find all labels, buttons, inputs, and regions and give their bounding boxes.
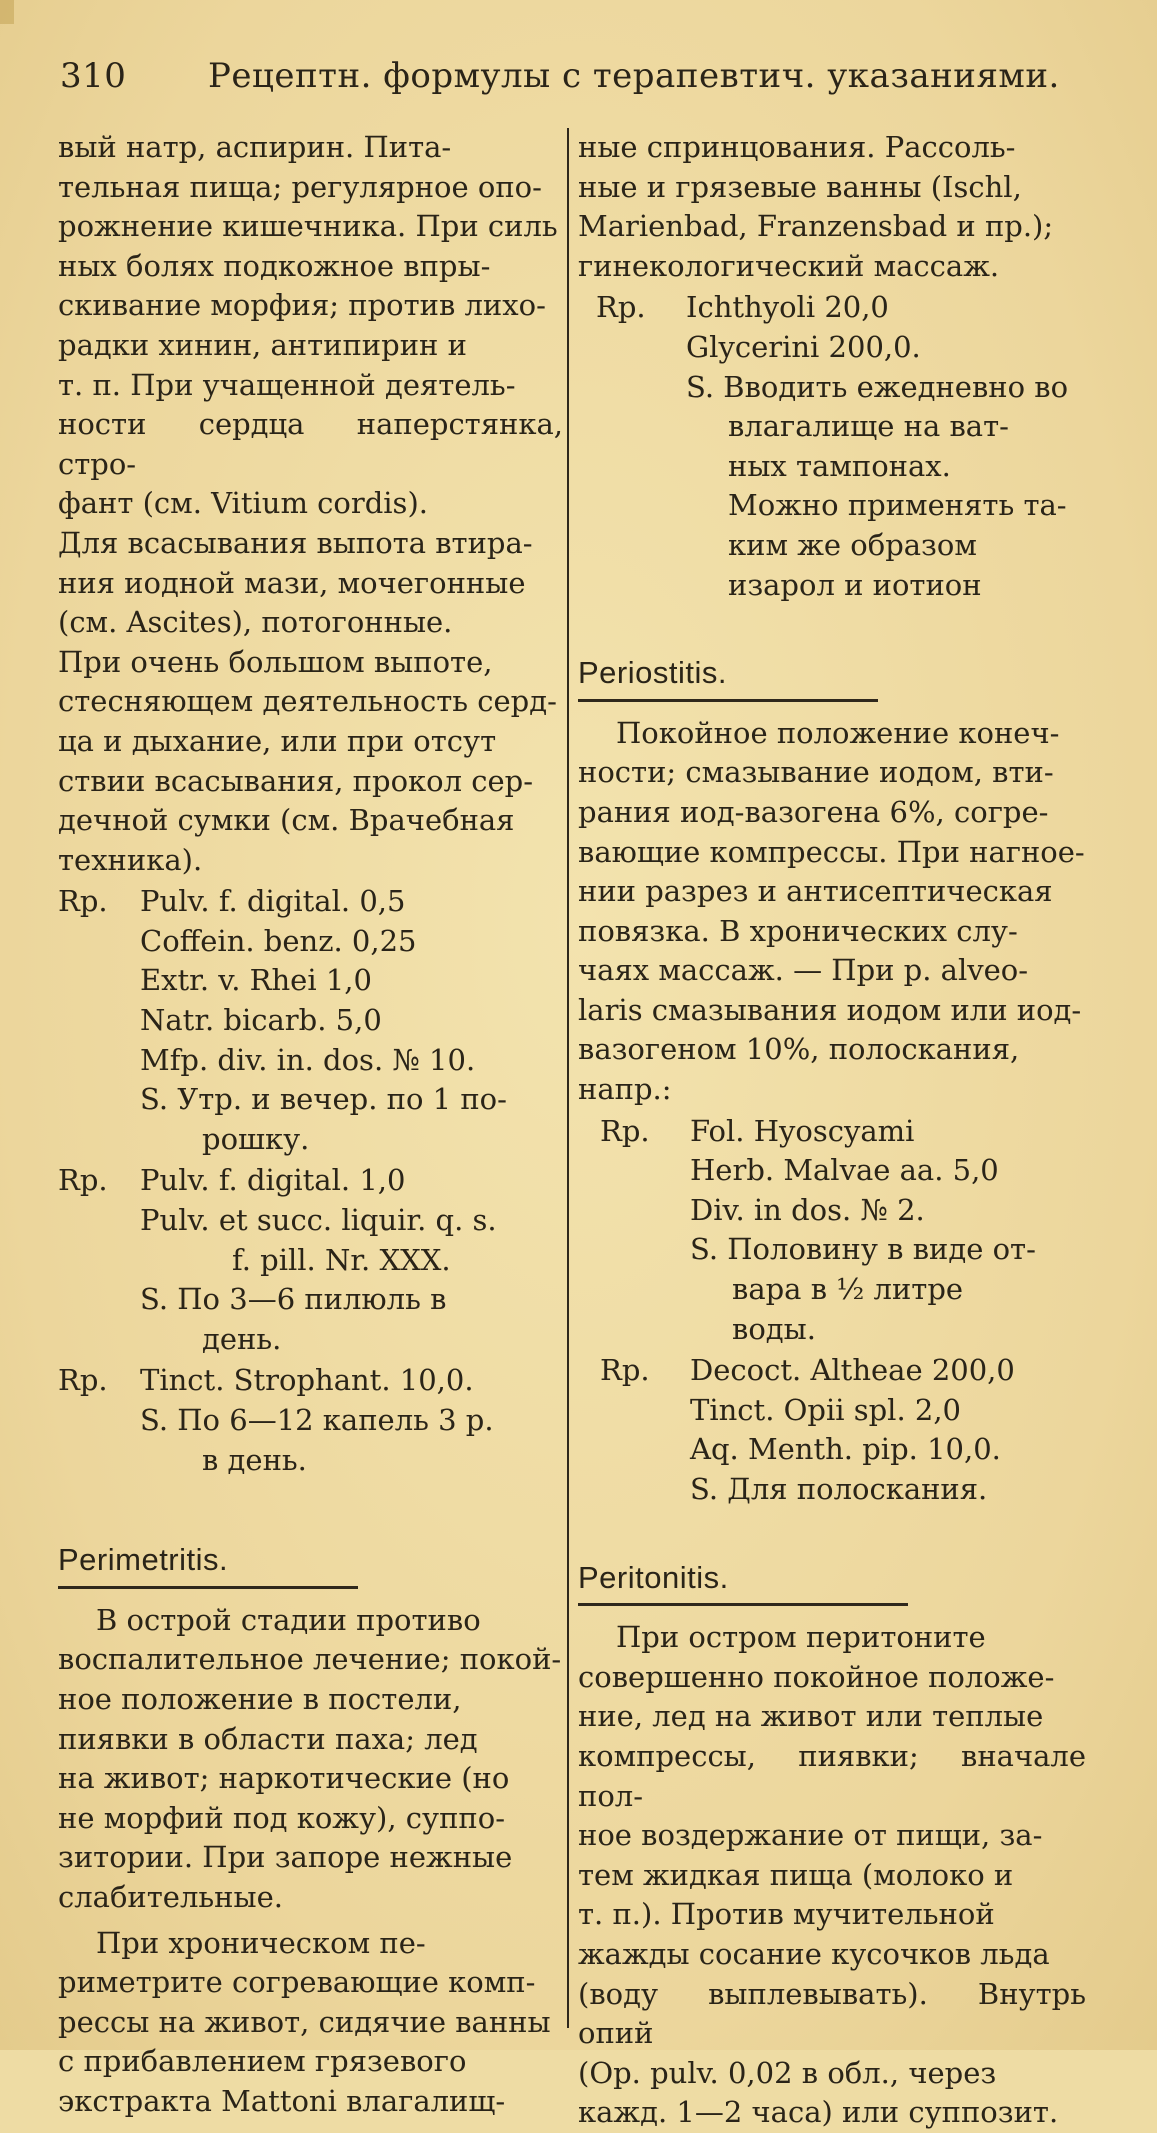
text-line: При остром перитоните [616,1620,986,1655]
text-line: повязка. В хронических слу- [578,913,1018,948]
text-line: на живот; наркотические (но [58,1761,510,1796]
text-line: напр.: [578,1072,672,1107]
rx-ingredient: Mfp. div. in. dos. № 10. [140,1042,476,1077]
prescription [58,1161,563,1359]
rx-ingredient: Extr. v. Rhei 1,0 [140,963,372,998]
column-divider [567,128,569,2028]
rx-label: Rp. [600,1353,650,1388]
text-line: зитории. При запоре нежные [58,1840,513,1875]
text-line: с прибавлением грязевого [58,2044,467,2079]
periostitis-para [578,714,1086,1110]
text-line: ные и грязевые ванны (Ischl, [578,169,1022,204]
prescription [578,1112,1086,1350]
text-line: тельная пища; регулярное опо- [58,169,542,204]
prescription [58,1361,563,1480]
text-line: ные спринцования. Рассоль- [578,130,1016,164]
rx-label: Rp. [58,1363,108,1398]
perimetritis-para-1 [58,1601,563,1918]
section-heading-perimetritis: Perimetritis. [58,1540,358,1589]
rx-signa-cont: день. [202,1321,282,1356]
text-line: (воду выплевывать). Внутрь опий [578,1976,1086,2051]
text-line: совершенно покойное положе- [578,1659,1055,1694]
text-line: (см. Ascites), потогонные. [58,605,453,640]
text-line: чаях массаж. — При p. alveo- [578,953,1029,988]
text-line: фант (см. Vitium cordis). [58,486,428,521]
intro-text-left [58,128,563,880]
text-line: жажды сосание кусочков льда [578,1936,1050,1971]
rx-label: Rp. [596,290,646,325]
rx-signa-cont: вара в ½ литре [732,1272,964,1307]
section-heading-periostitis: Periostitis. [578,653,878,702]
text-line: ца и дыхание, или при отсут [58,723,497,758]
rx-ingredient: Pulv. f. digital. 1,0 [140,1163,406,1198]
rx-signa: S. Вводить ежедневно во [686,369,1069,404]
text-line: компрессы, пиявки; вначале пол- [578,1738,1086,1813]
text-line: кажд. 1—2 часа) или суппозит. [578,2095,1059,2130]
text-line: рожнение кишечника. При силь [58,209,558,244]
text-line: техника). [58,842,203,877]
text-line: слабительные. [58,1879,283,1914]
intro-text-right [578,128,1086,286]
rx-ingredient: Glycerini 200,0. [686,329,921,364]
text-line: laris смазывания иодом или иод- [578,992,1082,1027]
page-corner-stain [0,0,14,24]
rx-signa-cont: влагалище на ват- [728,409,1009,444]
text-line: рессы на живот, сидячие ванны [58,2004,551,2039]
rx-ingredient: Decoct. Altheae 200,0 [690,1353,1015,1388]
text-line: т. п. При учащенной деятель- [58,367,516,402]
section-heading-peritonitis: Peritonitis. [578,1558,908,1607]
rx-ingredient: Fol. Hyoscyami [690,1113,915,1148]
text-line: гинекологический массаж. [578,248,1000,283]
peritonitis-para [578,1618,1086,2133]
text-line: пиявки в области паха; лед [58,1721,478,1756]
rx-signa: S. По 3—6 пилюль в [140,1282,447,1317]
rx-signa: S. По 6—12 капель 3 р. [140,1403,494,1437]
text-line: (Op. pulv. 0,02 в обл., через [578,2055,997,2090]
rx-signa-cont: рошку. [202,1121,310,1156]
rx-signa: S. Для полоскания. [690,1472,988,1506]
text-line: стесняющем деятельность серд- [58,684,557,719]
text-line: не морфий под кожу), суппо- [58,1800,506,1835]
text-line: ных болях подкожное впры- [58,248,491,283]
text-line: экстракта Mattoni влагалищ- [58,2083,506,2118]
rx-signa-cont: в день. [202,1442,307,1477]
rx-signa-cont: воды. [732,1311,816,1346]
rx-signa-cont: Можно применять та- [728,488,1067,523]
rx-ingredient: Ichthyoli 20,0 [686,290,889,325]
text-line: вазогеном 10%, полоскания, [578,1032,1020,1067]
text-line: ние, лед на живот или теплые [578,1699,1044,1734]
rx-ingredient: Coffein. benz. 0,25 [140,923,417,958]
rx-ingredient: Aq. Menth. pip. 10,0. [690,1432,1001,1467]
text-line: При очень большом выпоте, [58,644,493,679]
text-line: Покойное положение конеч- [616,715,1060,750]
text-line: Marienbad, Franzensbad и пр.); [578,209,1054,244]
text-line: т. п.). Против мучительной [578,1897,995,1932]
rx-signa: S. Утр. и вечер. по 1 по- [140,1082,507,1117]
rx-ingredient: Pulv. f. digital. 0,5 [140,884,406,919]
text-line: Для всасывания выпота втира- [58,525,533,560]
text-line: ности сердца наперстянка, стро- [58,407,563,481]
prescription [578,1351,1086,1509]
text-line: При хроническом пе- [96,1925,426,1960]
rx-ingredient: Herb. Malvae aa. 5,0 [690,1153,999,1188]
rx-ingredient: Pulv. et succ. liquir. q. s. [140,1203,497,1238]
rx-ingredient: Tinct. Strophant. 10,0. [140,1363,474,1398]
text-line: вый натр, аспирин. Пита- [58,130,452,164]
text-line: рания иод-вазогена 6%, согре- [578,794,1049,829]
text-line: риметрите согревающие комп- [58,1965,536,2000]
left-column [58,128,563,2122]
text-line: ния иодной мази, мочегонные [58,565,526,600]
rx-signa-cont: ким же образом [728,527,977,562]
text-line: радки хинин, антипирин и [58,327,467,362]
text-line: ности; смазывание иодом, вти- [578,755,1054,790]
prescription [58,882,563,1159]
rx-signa-cont: изарол и иотион [728,567,982,602]
text-line: ствии всасывания, прокол сер- [58,763,534,798]
text-line: ное положение в постели, [58,1681,462,1716]
text-line: дечной сумки (см. Врачебная [58,803,515,838]
page-header [60,56,1120,116]
text-line: В острой стадии противо [96,1602,481,1637]
prescription [578,288,1086,605]
running-title: Рецептн. формулы с терапевтич. указаниями. [208,56,1060,96]
rx-ingredient: Div. in dos. № 2. [690,1192,925,1227]
rx-label: Rp. [58,1163,108,1198]
rx-signa-cont: ных тампонах. [728,448,951,483]
text-line: скивание морфия; против лихо- [58,288,546,323]
text-line: тем жидкая пища (молоко и [578,1857,1014,1892]
text-line: воспалительное лечение; покой- [58,1642,562,1677]
rx-label: Rp. [58,884,108,919]
text-line: ное воздержание от пищи, за- [578,1818,1043,1853]
rx-ingredient-cont: f. pill. Nr. XXX. [232,1242,451,1277]
text-line: нии разрез и антисептическая [578,874,1053,909]
text-line: вающие компрессы. При нагное- [578,834,1085,869]
rx-ingredient: Natr. bicarb. 5,0 [140,1003,382,1038]
page-number: 310 [60,56,127,96]
rx-label: Rp. [600,1113,650,1148]
rx-ingredient: Tinct. Opii spl. 2,0 [690,1392,962,1427]
rx-signa: S. Половину в виде от- [690,1232,1036,1267]
right-column [578,128,1086,2133]
perimetritis-para-2 [58,1924,563,2122]
